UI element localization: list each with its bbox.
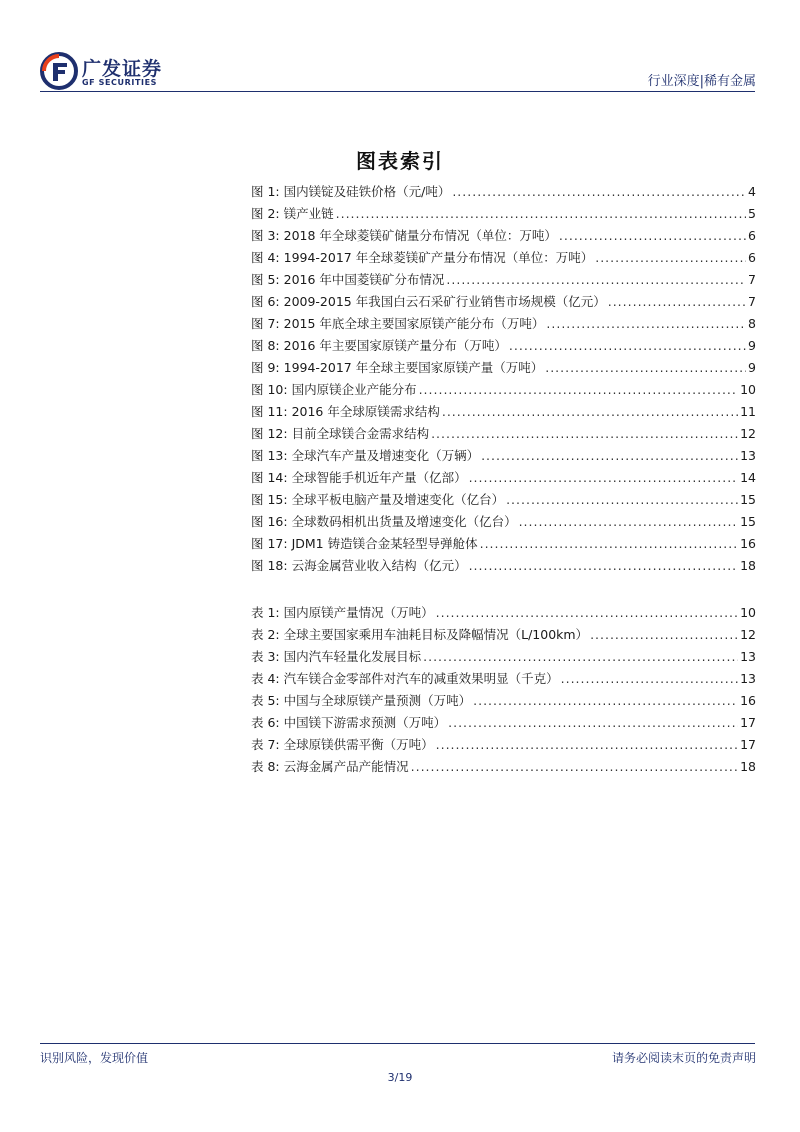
toc-leader-dots bbox=[419, 379, 739, 401]
toc-entry-label: 图 15: 全球平板电脑产量及增速变化（亿台） bbox=[251, 492, 505, 507]
page-title: 图表索引 bbox=[356, 149, 444, 173]
toc-entry-label: 图 13: 全球汽车产量及增速变化（万辆） bbox=[251, 448, 480, 463]
toc-leader-dots bbox=[561, 668, 738, 690]
toc-leader-dots bbox=[481, 445, 738, 467]
toc-entry-label: 图 2: 镁产业链 bbox=[251, 206, 334, 221]
figure-index-entry[interactable] bbox=[251, 533, 756, 555]
page-number: 3/19 bbox=[387, 1071, 413, 1084]
report-category: 行业深度|稀有金属 bbox=[647, 74, 756, 89]
figure-index-entry[interactable] bbox=[251, 247, 756, 269]
table-index-entry[interactable] bbox=[251, 646, 756, 668]
figure-index-entry[interactable] bbox=[251, 467, 756, 489]
table-index-list bbox=[251, 602, 756, 778]
toc-entry-label: 图 3: 2018 年全球菱镁矿储量分布情况（单位：万吨） bbox=[251, 228, 557, 243]
toc-page-number: 5 bbox=[748, 206, 756, 221]
toc-page-number: 11 bbox=[740, 404, 756, 419]
toc-entry-label: 表 8: 云海金属产品产能情况 bbox=[251, 759, 409, 774]
table-index-entry[interactable] bbox=[251, 624, 756, 646]
toc-entry-label: 图 11: 2016 年全球原镁需求结构 bbox=[251, 404, 440, 419]
toc-entry-label: 图 17: JDM1 铸造镁合金某轻型导弹舱体 bbox=[251, 536, 478, 551]
footer-divider bbox=[40, 1043, 755, 1044]
toc-page-number: 6 bbox=[748, 250, 756, 265]
toc-leader-dots bbox=[480, 533, 739, 555]
figure-index-entry[interactable] bbox=[251, 489, 756, 511]
toc-leader-dots bbox=[559, 225, 746, 247]
toc-leader-dots bbox=[436, 734, 738, 756]
toc-page-number: 13 bbox=[740, 671, 756, 686]
figure-index-entry[interactable] bbox=[251, 269, 756, 291]
figure-index-entry[interactable] bbox=[251, 423, 756, 445]
toc-leader-dots bbox=[411, 756, 738, 778]
figure-index-entry[interactable] bbox=[251, 335, 756, 357]
toc-leader-dots bbox=[423, 646, 738, 668]
toc-page-number: 4 bbox=[748, 184, 756, 199]
toc-page-number: 15 bbox=[740, 492, 756, 507]
toc-entry-label: 图 14: 全球智能手机近年产量（亿部） bbox=[251, 470, 467, 485]
toc-entry-label: 图 6: 2009-2015 年我国白云石采矿行业销售市场规模（亿元） bbox=[251, 294, 606, 309]
toc-entry-label: 图 4: 1994-2017 年全球菱镁矿产量分布情况（单位：万吨） bbox=[251, 250, 594, 265]
figure-index-entry[interactable] bbox=[251, 313, 756, 335]
toc-entry-label: 图 9: 1994-2017 年全球主要国家原镁产量（万吨） bbox=[251, 360, 544, 375]
figure-index-entry[interactable] bbox=[251, 203, 756, 225]
table-index-entry[interactable] bbox=[251, 602, 756, 624]
toc-page-number: 8 bbox=[748, 316, 756, 331]
toc-leader-dots bbox=[473, 690, 738, 712]
toc-page-number: 10 bbox=[740, 605, 756, 620]
toc-page-number: 12 bbox=[740, 426, 756, 441]
toc-leader-dots bbox=[545, 357, 746, 379]
toc-entry-label: 表 1: 国内原镁产量情况（万吨） bbox=[251, 605, 434, 620]
toc-page-number: 17 bbox=[740, 715, 756, 730]
figure-index-entry[interactable] bbox=[251, 379, 756, 401]
toc-page-number: 7 bbox=[748, 272, 756, 287]
toc-entry-label: 图 12: 目前全球镁合金需求结构 bbox=[251, 426, 430, 441]
table-index-entry[interactable] bbox=[251, 734, 756, 756]
figure-index-entry[interactable] bbox=[251, 225, 756, 247]
logo-english-name: GF SECURITIES bbox=[82, 78, 158, 87]
figure-index-entry[interactable] bbox=[251, 357, 756, 379]
toc-page-number: 7 bbox=[748, 294, 756, 309]
figure-index-entry[interactable] bbox=[251, 401, 756, 423]
toc-entry-label: 表 6: 中国镁下游需求预测（万吨） bbox=[251, 715, 447, 730]
figure-index-entry[interactable] bbox=[251, 445, 756, 467]
figure-index-list bbox=[251, 181, 756, 577]
toc-leader-dots bbox=[448, 712, 738, 734]
toc-leader-dots bbox=[546, 313, 746, 335]
toc-page-number: 13 bbox=[740, 448, 756, 463]
toc-entry-label: 图 5: 2016 年中国菱镁矿分布情况 bbox=[251, 272, 445, 287]
toc-entry-label: 图 1: 国内镁锭及硅铁价格（元/吨） bbox=[251, 184, 451, 199]
footer-slogan: 识别风险，发现价值 bbox=[40, 1051, 149, 1065]
table-index-entry[interactable] bbox=[251, 690, 756, 712]
toc-page-number: 15 bbox=[740, 514, 756, 529]
toc-leader-dots bbox=[590, 624, 738, 646]
toc-page-number: 18 bbox=[740, 759, 756, 774]
toc-page-number: 9 bbox=[748, 338, 756, 353]
toc-entry-label: 图 18: 云海金属营业收入结构（亿元） bbox=[251, 558, 467, 573]
toc-leader-dots bbox=[469, 467, 739, 489]
toc-entry-label: 表 2: 全球主要国家乘用车油耗目标及降幅情况（L/100km） bbox=[251, 627, 589, 642]
figure-index-entry[interactable] bbox=[251, 291, 756, 313]
toc-page-number: 14 bbox=[740, 470, 756, 485]
toc-page-number: 6 bbox=[748, 228, 756, 243]
gf-logo-icon bbox=[40, 52, 78, 90]
logo-chinese-name: 广发证券 bbox=[82, 58, 163, 80]
figure-index-entry[interactable] bbox=[251, 511, 756, 533]
toc-leader-dots bbox=[595, 247, 746, 269]
toc-leader-dots bbox=[469, 555, 739, 577]
toc-entry-label: 图 7: 2015 年底全球主要国家原镁产能分布（万吨） bbox=[251, 316, 545, 331]
toc-page-number: 10 bbox=[740, 382, 756, 397]
toc-leader-dots bbox=[442, 401, 738, 423]
toc-leader-dots bbox=[336, 203, 746, 225]
footer-disclaimer-note: 请务必阅读末页的免责声明 bbox=[611, 1051, 756, 1065]
toc-page-number: 9 bbox=[748, 360, 756, 375]
table-index-entry[interactable] bbox=[251, 756, 756, 778]
toc-leader-dots bbox=[519, 511, 739, 533]
toc-entry-label: 表 5: 中国与全球原镁产量预测（万吨） bbox=[251, 693, 472, 708]
toc-leader-dots bbox=[506, 489, 738, 511]
toc-page-number: 12 bbox=[740, 627, 756, 642]
toc-page-number: 17 bbox=[740, 737, 756, 752]
toc-entry-label: 图 10: 国内原镁企业产能分布 bbox=[251, 382, 417, 397]
toc-page-number: 16 bbox=[740, 536, 756, 551]
toc-entry-label: 表 7: 全球原镁供需平衡（万吨） bbox=[251, 737, 434, 752]
toc-page-number: 16 bbox=[740, 693, 756, 708]
toc-leader-dots bbox=[509, 335, 746, 357]
company-logo bbox=[40, 52, 190, 92]
toc-leader-dots bbox=[608, 291, 746, 313]
toc-page-number: 13 bbox=[740, 649, 756, 664]
table-index-entry[interactable] bbox=[251, 712, 756, 734]
toc-leader-dots bbox=[446, 269, 746, 291]
page-header bbox=[0, 0, 800, 96]
toc-page-number: 18 bbox=[740, 558, 756, 573]
toc-leader-dots bbox=[436, 602, 738, 624]
toc-entry-label: 表 3: 国内汽车轻量化发展目标 bbox=[251, 649, 422, 664]
toc-leader-dots bbox=[452, 181, 746, 203]
figure-index-entry[interactable] bbox=[251, 555, 756, 577]
table-index-entry[interactable] bbox=[251, 668, 756, 690]
toc-entry-label: 图 8: 2016 年主要国家原镁产量分布（万吨） bbox=[251, 338, 507, 353]
toc-entry-label: 图 16: 全球数码相机出货量及增速变化（亿台） bbox=[251, 514, 517, 529]
toc-leader-dots bbox=[431, 423, 738, 445]
header-divider bbox=[40, 91, 755, 92]
toc-entry-label: 表 4: 汽车镁合金零部件对汽车的减重效果明显（千克） bbox=[251, 671, 559, 686]
figure-index-entry[interactable] bbox=[251, 181, 756, 203]
